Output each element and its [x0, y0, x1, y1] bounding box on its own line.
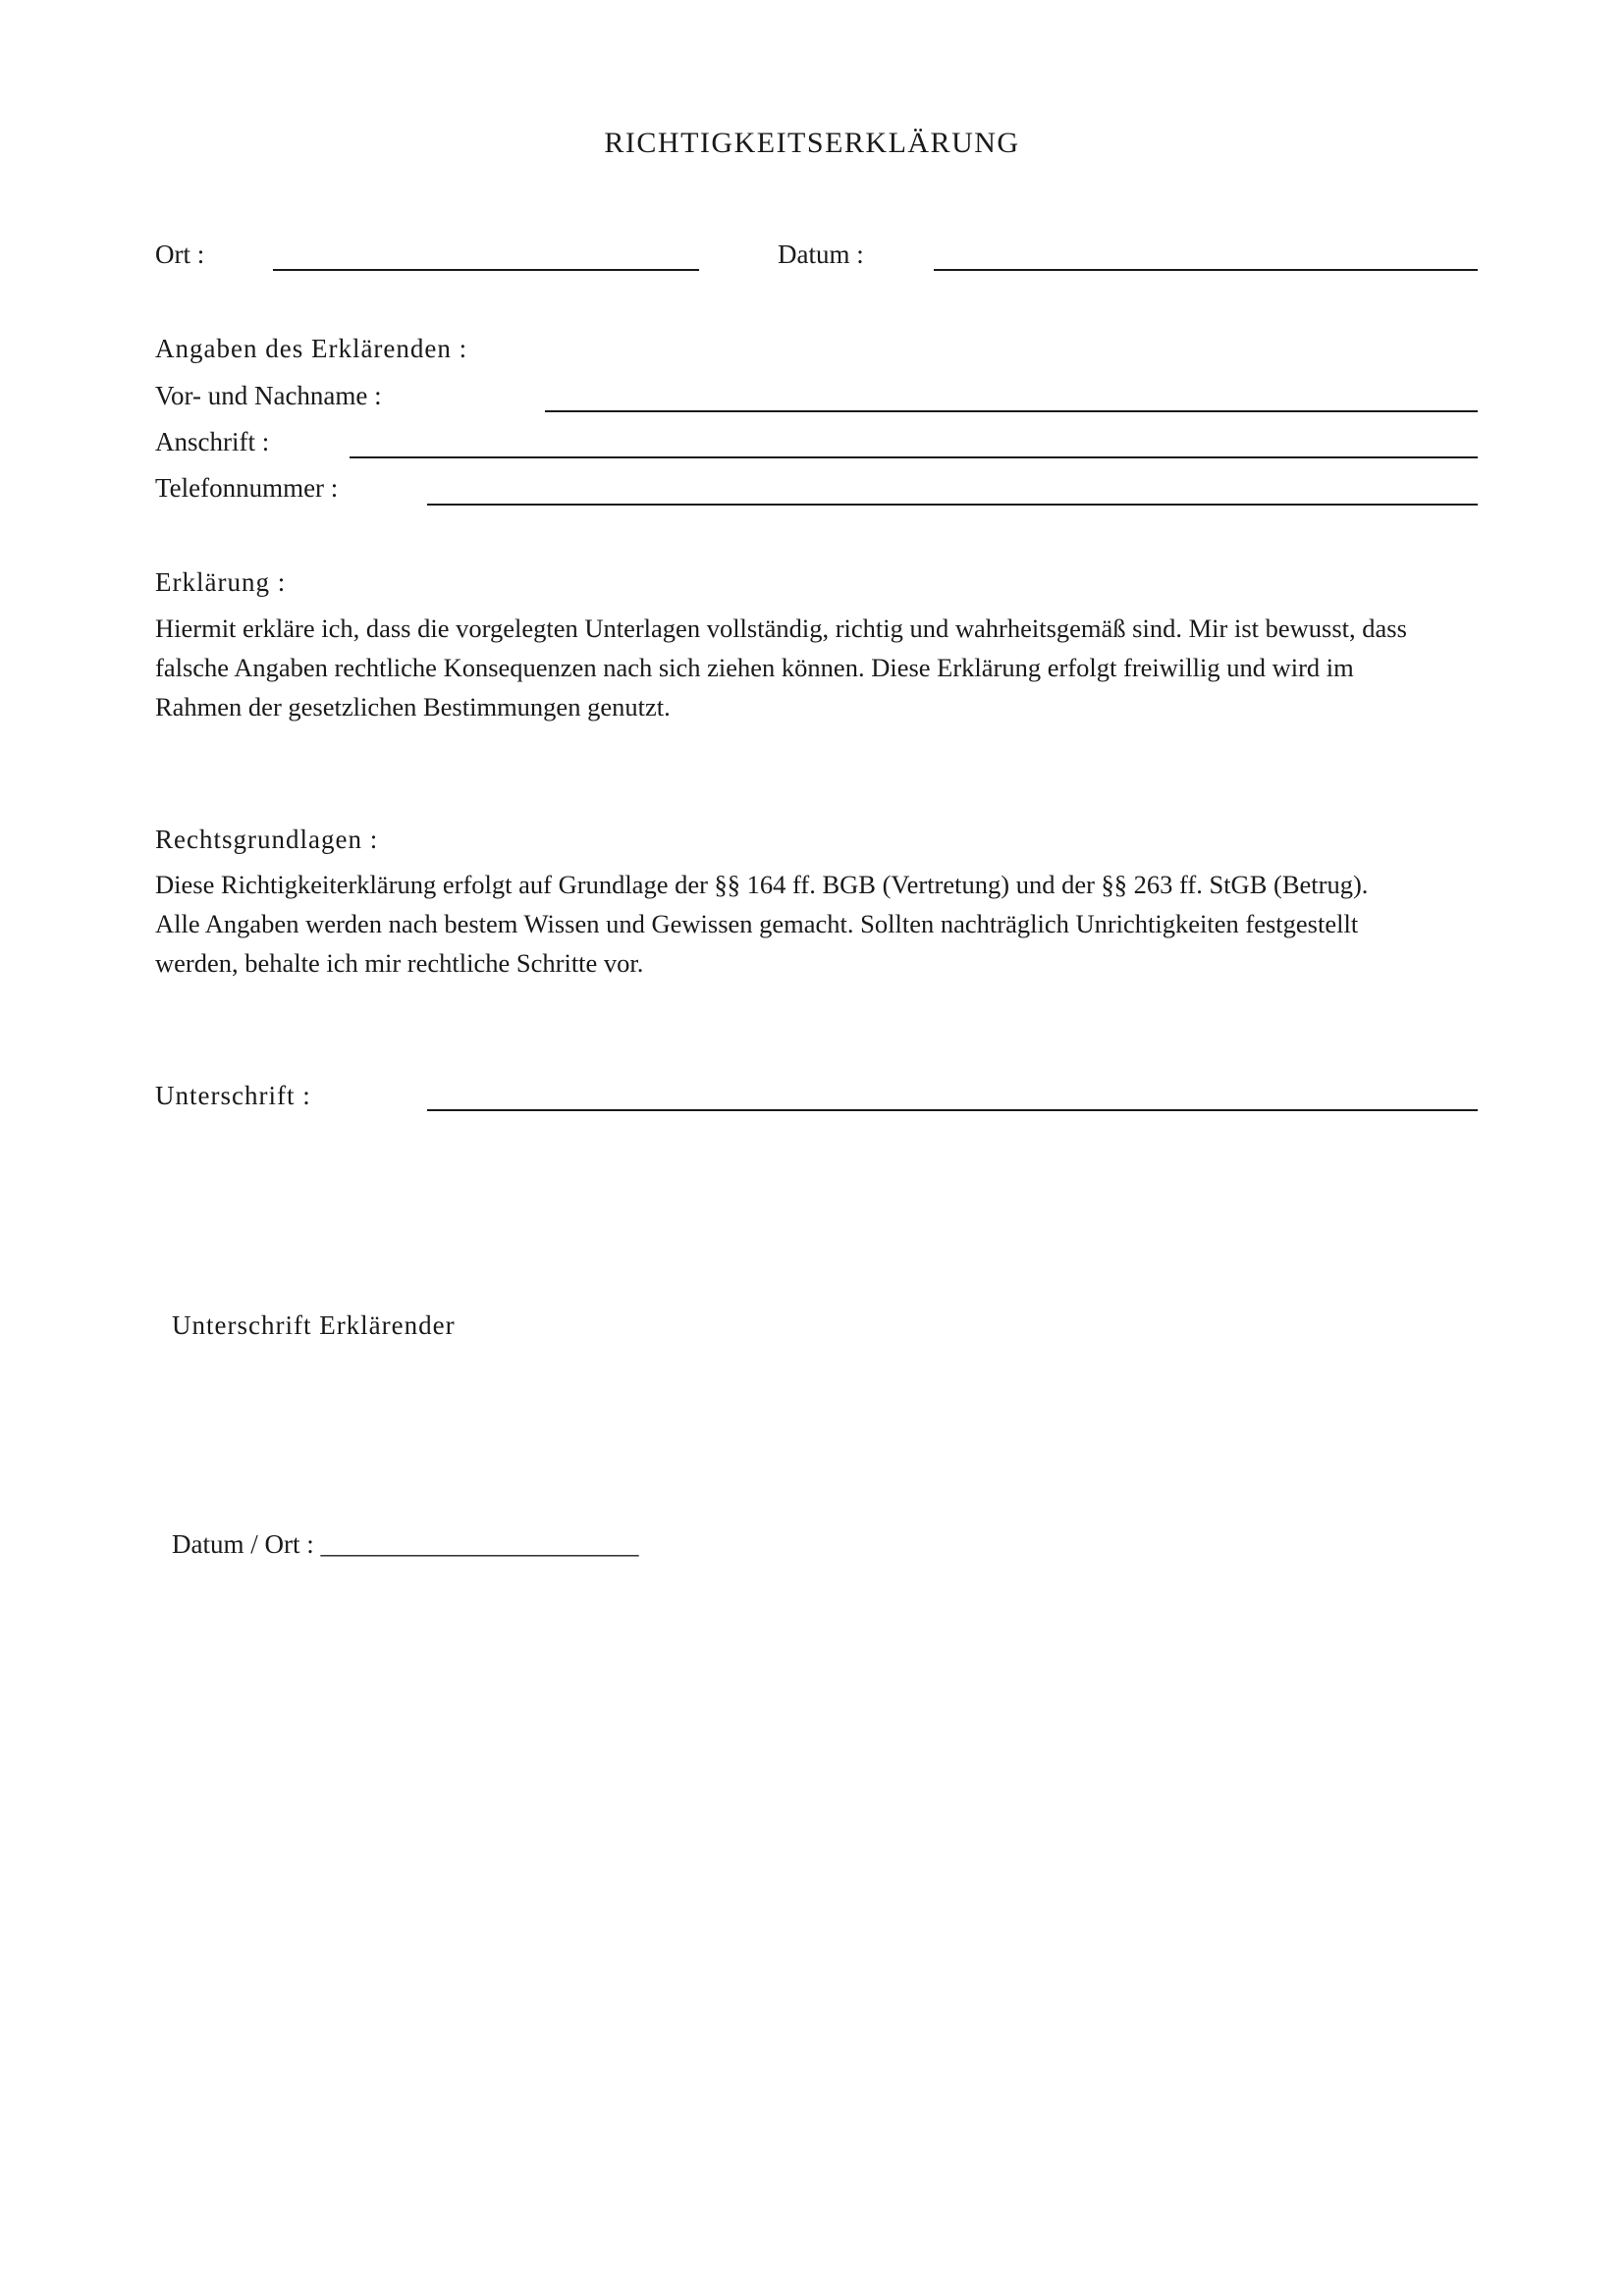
legal-basis-text: [155, 865, 1481, 983]
declaration-heading: Erklärung :: [155, 567, 287, 597]
declaration-text: [155, 609, 1481, 726]
address-label: Anschrift :: [155, 427, 270, 456]
place-label: Ort :: [155, 240, 205, 269]
date-field[interactable]: [934, 269, 1478, 271]
place-field[interactable]: [273, 269, 699, 271]
signature-label: Unterschrift :: [155, 1081, 311, 1110]
declaration-line: Rahmen der gesetzlichen Bestimmungen genutzt.: [155, 692, 671, 721]
address-field[interactable]: [350, 456, 1478, 458]
date-label: Datum :: [778, 240, 864, 269]
legal-basis-heading: Rechtsgrundlagen :: [155, 825, 379, 854]
name-label: Vor- und Nachname :: [155, 381, 382, 410]
phone-label: Telefonnummer :: [155, 473, 339, 503]
date-place-line: Datum / Ort : ________________________: [172, 1529, 639, 1559]
document-title: RICHTIGKEITSERKLÄRUNG: [604, 127, 1020, 159]
signature-caption: Unterschrift Erklärender: [172, 1310, 456, 1340]
declarant-heading: Angaben des Erklärenden :: [155, 334, 468, 363]
declaration-line: Hiermit erkläre ich, dass die vorgelegten Unterlagen vollständig, richtig und wahrheitsgemäß sind. Mir ist bewusst, dass: [155, 614, 1407, 643]
legal-basis-line: werden, behalte ich mir rechtliche Schritte vor.: [155, 948, 644, 978]
signature-field[interactable]: [427, 1109, 1478, 1111]
legal-basis-line: Alle Angaben werden nach bestem Wissen und Gewissen gemacht. Sollten nachträglich Unrichtigkeiten festgestellt: [155, 909, 1359, 938]
phone-field[interactable]: [427, 504, 1478, 506]
declaration-line: falsche Angaben rechtliche Konsequenzen nach sich ziehen können. Diese Erklärung erfolgt freiwillig und wird im: [155, 653, 1354, 682]
legal-basis-line: Diese Richtigkeiterklärung erfolgt auf Grundlage der §§ 164 ff. BGB (Vertretung) und der §§ 263 ff. StGB (Betrug).: [155, 870, 1369, 899]
name-field[interactable]: [545, 410, 1478, 412]
